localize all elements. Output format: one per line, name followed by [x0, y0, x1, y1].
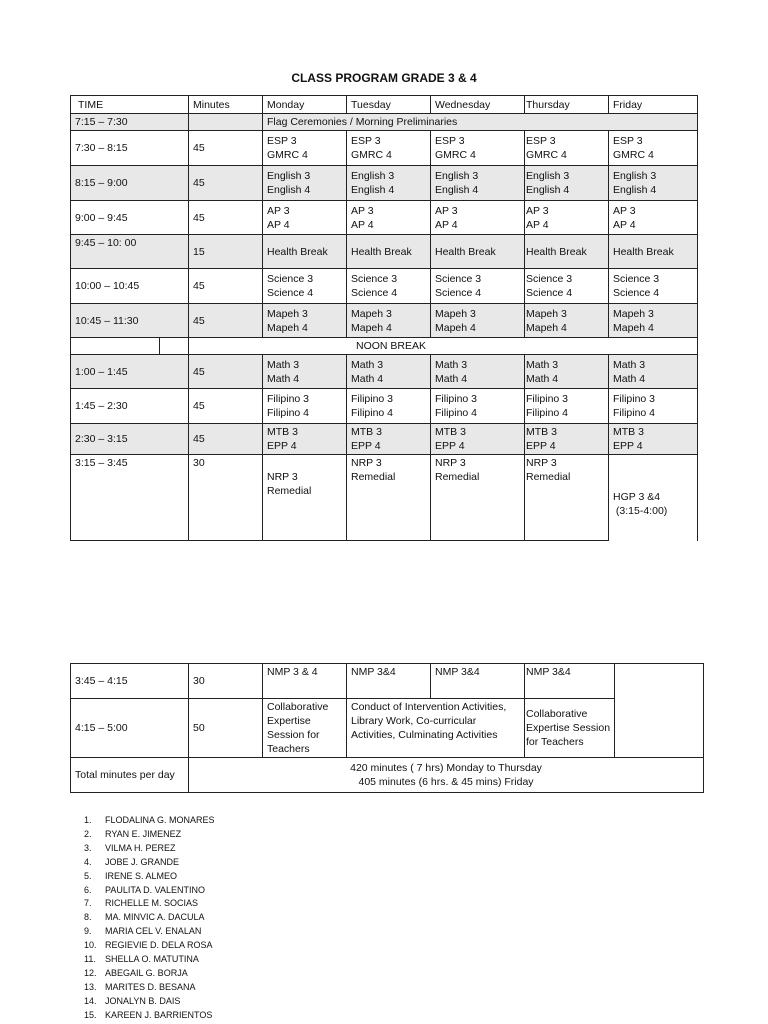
noon-break-cell: NOON BREAK — [189, 338, 698, 355]
total-value: 420 minutes ( 7 hrs) Monday to Thursday 405 minutes (6 hrs. & 45 mins) Friday — [189, 758, 704, 793]
thursday-cell: Science 3 Science 4 — [525, 269, 609, 304]
minutes-cell: 45 — [189, 201, 263, 235]
list-item: 7. RICHELLE M. SOCIAS — [84, 898, 199, 909]
time-cell: 1:45 – 2:30 — [71, 389, 189, 424]
header-row — [71, 96, 698, 114]
teacher-list — [84, 814, 215, 1023]
table-row — [71, 235, 698, 269]
header-wednesday: Wednesday — [431, 96, 525, 114]
collaborative-session-cell: Collaborative Expertise Session for Teachers — [263, 699, 347, 758]
minutes-cell: 45 — [189, 131, 263, 166]
list-item: 8. MA. MINVIC A. DACULA — [84, 912, 205, 923]
thursday-cell: MTB 3 EPP 4 — [525, 424, 609, 455]
monday-cell: Health Break — [263, 235, 347, 269]
table-row — [71, 699, 704, 758]
minutes-cell: 45 — [189, 166, 263, 201]
header-time: TIME — [71, 96, 189, 114]
list-item: 13. MARITES D. BESANA — [84, 981, 196, 992]
afternoon-schedule-table — [70, 663, 704, 793]
list-item: 12. ABEGAIL G. BORJA — [84, 967, 188, 978]
tuesday-cell: MTB 3 EPP 4 — [347, 424, 431, 455]
thursday-cell: Filipino 3 Filipino 4 — [525, 389, 609, 424]
list-item: 6. PAULITA D. VALENTINO — [84, 884, 206, 895]
monday-cell: MTB 3 EPP 4 — [263, 424, 347, 455]
wednesday-cell: Science 3 Science 4 — [431, 269, 525, 304]
table-row — [71, 201, 698, 235]
wednesday-cell: English 3 English 4 — [431, 166, 525, 201]
table-row — [71, 355, 698, 389]
table-row — [71, 455, 698, 541]
list-item: 15. KAREEN J. BARRIENTOS — [84, 1009, 213, 1020]
wednesday-cell: Mapeh 3 Mapeh 4 — [431, 304, 525, 338]
list-item: 14. JONALYN B. DAIS — [84, 995, 181, 1006]
minutes-cell: 45 — [189, 355, 263, 389]
minutes-cell: 15 — [189, 235, 263, 269]
table-row — [71, 269, 698, 304]
friday-cell — [615, 664, 704, 758]
tuesday-cell: Science 3 Science 4 — [347, 269, 431, 304]
class-schedule-table — [70, 95, 698, 541]
wednesday-cell: ESP 3 GMRC 4 — [431, 131, 525, 166]
total-row — [71, 758, 704, 793]
minutes-cell: 30 — [189, 455, 263, 541]
total-label: Total minutes per day — [71, 758, 189, 793]
wednesday-cell: NRP 3 Remedial — [431, 455, 525, 541]
monday-cell: Filipino 3 Filipino 4 — [263, 389, 347, 424]
wednesday-cell: AP 3 AP 4 — [431, 201, 525, 235]
tuesday-cell: English 3 English 4 — [347, 166, 431, 201]
header-minutes: Minutes — [189, 96, 263, 114]
monday-cell: NMP 3 & 4 — [263, 664, 347, 699]
friday-cell: Science 3 Science 4 — [609, 269, 698, 304]
tuesday-cell: ESP 3 GMRC 4 — [347, 131, 431, 166]
header-monday: Monday — [263, 96, 347, 114]
minutes-cell: 30 — [189, 664, 263, 699]
monday-cell: English 3 English 4 — [263, 166, 347, 201]
wednesday-cell: NMP 3&4 — [431, 664, 525, 699]
monday-cell: Science 3 Science 4 — [263, 269, 347, 304]
friday-cell: HGP 3 &4 (3:15-4:00) — [609, 455, 698, 541]
table-row — [71, 304, 698, 338]
noon-break-gap — [71, 338, 189, 355]
thursday-cell: ESP 3 GMRC 4 — [525, 131, 609, 166]
list-item: 10. REGIEVIE D. DELA ROSA — [84, 940, 213, 951]
time-cell: 8:15 – 9:00 — [71, 166, 189, 201]
time-cell: 9:45 – 10: 00 — [71, 235, 189, 269]
minutes-cell — [189, 114, 263, 131]
thursday-cell: English 3 English 4 — [525, 166, 609, 201]
table-row — [71, 166, 698, 201]
thursday-cell: NRP 3 Remedial — [525, 455, 609, 541]
thursday-cell: Mapeh 3 Mapeh 4 — [525, 304, 609, 338]
time-cell: 2:30 – 3:15 — [71, 424, 189, 455]
friday-cell: Health Break — [609, 235, 698, 269]
page-title: CLASS PROGRAM GRADE 3 & 4 — [291, 71, 477, 85]
list-item: 1. FLODALINA G. MONARES — [84, 815, 215, 825]
minutes-cell: 45 — [189, 389, 263, 424]
minutes-cell: 45 — [189, 424, 263, 455]
time-cell: 3:15 – 3:45 — [71, 455, 189, 541]
monday-cell: Math 3 Math 4 — [263, 355, 347, 389]
intervention-activities-cell: Conduct of Intervention Activities, Library Work, Co-curricular Activities, Culminating Activities — [347, 699, 525, 758]
table-row — [71, 114, 698, 131]
list-item: 4. JOBE J. GRANDE — [84, 856, 180, 867]
wednesday-cell: Filipino 3 Filipino 4 — [431, 389, 525, 424]
tuesday-cell: Mapeh 3 Mapeh 4 — [347, 304, 431, 338]
time-cell: 7:30 – 8:15 — [71, 131, 189, 166]
header-tuesday: Tuesday — [347, 96, 431, 114]
table-row — [71, 664, 704, 699]
time-cell: 3:45 – 4:15 — [71, 664, 189, 699]
time-cell: 9:00 – 9:45 — [71, 201, 189, 235]
friday-cell: AP 3 AP 4 — [609, 201, 698, 235]
collaborative-session-cell: Collaborative Expertise Session for Teachers — [525, 699, 615, 758]
header-friday: Friday — [609, 96, 698, 114]
wednesday-cell: Health Break — [431, 235, 525, 269]
thursday-cell: AP 3 AP 4 — [525, 201, 609, 235]
monday-cell: Mapeh 3 Mapeh 4 — [263, 304, 347, 338]
tuesday-cell: Filipino 3 Filipino 4 — [347, 389, 431, 424]
table-row — [71, 424, 698, 455]
tuesday-cell: Math 3 Math 4 — [347, 355, 431, 389]
friday-cell: Mapeh 3 Mapeh 4 — [609, 304, 698, 338]
time-cell: 10:00 – 10:45 — [71, 269, 189, 304]
tuesday-cell: AP 3 AP 4 — [347, 201, 431, 235]
table-row — [71, 389, 698, 424]
minutes-cell: 50 — [189, 699, 263, 758]
minutes-cell: 45 — [189, 269, 263, 304]
thursday-cell: NMP 3&4 — [525, 664, 615, 699]
thursday-cell: Health Break — [525, 235, 609, 269]
time-cell: 1:00 – 1:45 — [71, 355, 189, 389]
time-cell: 10:45 – 11:30 — [71, 304, 189, 338]
list-item: 9. MARIA CEL V. ENALAN — [84, 926, 202, 937]
wednesday-cell: Math 3 Math 4 — [431, 355, 525, 389]
tuesday-cell: Health Break — [347, 235, 431, 269]
monday-cell: AP 3 AP 4 — [263, 201, 347, 235]
list-item: 2. RYAN E. JIMENEZ — [84, 828, 182, 839]
header-thursday: Thursday — [525, 96, 609, 114]
wednesday-cell: MTB 3 EPP 4 — [431, 424, 525, 455]
list-item: 3. VILMA H. PEREZ — [84, 842, 176, 853]
time-cell: 7:15 – 7:30 — [71, 114, 189, 131]
time-cell: 4:15 – 5:00 — [71, 699, 189, 758]
minutes-cell: 45 — [189, 304, 263, 338]
friday-cell: English 3 English 4 — [609, 166, 698, 201]
monday-cell: ESP 3 GMRC 4 — [263, 131, 347, 166]
flag-ceremony-cell: Flag Ceremonies / Morning Preliminaries — [263, 114, 698, 131]
table-row — [71, 131, 698, 166]
list-item: 11. SHELLA O. MATUTINA — [84, 954, 199, 965]
friday-cell: Filipino 3 Filipino 4 — [609, 389, 698, 424]
noon-break-row — [71, 338, 698, 355]
monday-cell: NRP 3 Remedial — [263, 455, 347, 541]
friday-cell: ESP 3 GMRC 4 — [609, 131, 698, 166]
list-item: 5. IRENE S. ALMEO — [84, 870, 178, 881]
friday-cell: Math 3 Math 4 — [609, 355, 698, 389]
tuesday-cell: NRP 3 Remedial — [347, 455, 431, 541]
friday-cell: MTB 3 EPP 4 — [609, 424, 698, 455]
thursday-cell: Math 3 Math 4 — [525, 355, 609, 389]
tuesday-cell: NMP 3&4 — [347, 664, 431, 699]
